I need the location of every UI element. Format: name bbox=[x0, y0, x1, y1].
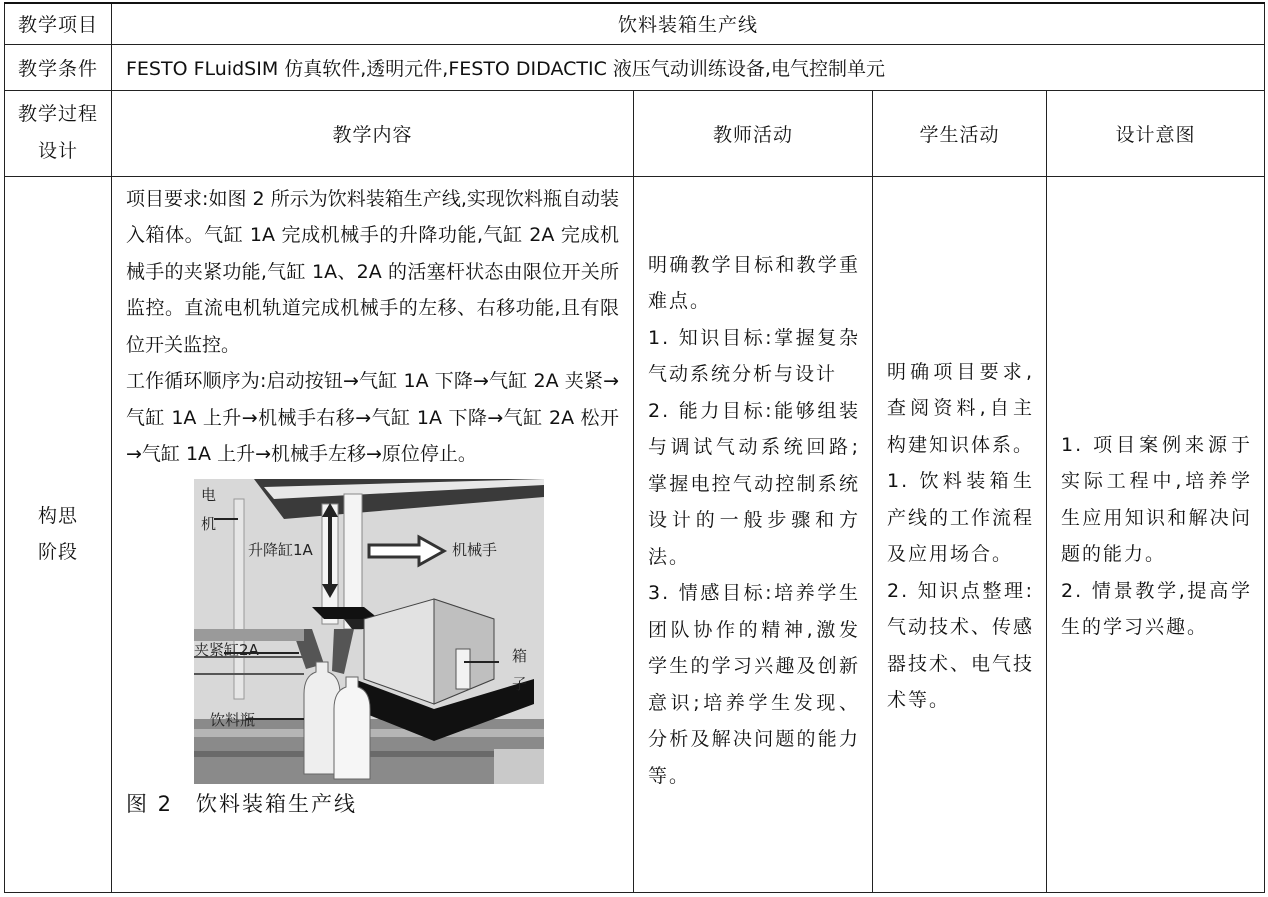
figure-label-manipulator: 机械手 bbox=[452, 540, 498, 559]
teacher-activity-text: 明确教学目标和教学重难点。 1. 知识目标:掌握复杂气动系统分析与设计 2. 能力目标:能够组装与调试气动系统回路;掌握电控气动控制系统设计的一般步骤和方法。 3. 情感目标:培养学生团队协作的精神,激发学生的学习兴趣及创新意识;培养学生发现、分析及解决问题的能力等。 bbox=[648, 253, 860, 787]
content-requirements: 项目要求:如图 2 所示为饮料装箱生产线,实现饮料瓶自动装入箱体。气缸 1A 完成机械手的升降功能,气缸 2A 完成机械手的夹紧功能,气缸 1A、2A 的活塞杆状态由限位开关所监控。直流电机轨道完成机械手的左移、右移功能,且有限位开关监控。 bbox=[126, 187, 619, 356]
figure-label-box-2: 子 bbox=[512, 674, 528, 693]
figure-label-clamp-cylinder: 夹紧缸2A bbox=[194, 640, 259, 659]
content-work-cycle: 工作循环顺序为:启动按钮→气缸 1A 下降→气缸 2A 夹紧→气缸 1A 上升→机械手右移→气缸 1A 下降→气缸 2A 松开→气缸 1A 上升→机械手左移→原位停止。 bbox=[126, 370, 619, 465]
figure-label-box-1: 箱 bbox=[512, 646, 528, 665]
design-header: 设计意图 bbox=[1047, 90, 1265, 176]
figure-label-motor-2: 机 bbox=[201, 514, 217, 533]
row-project bbox=[5, 3, 1265, 44]
conditions-label: 教学条件 bbox=[5, 44, 112, 90]
production-line-figure bbox=[194, 479, 544, 784]
project-value: 饮料装箱生产线 bbox=[112, 3, 1265, 44]
figure-label-motor-1: 电 bbox=[201, 485, 217, 504]
teacher-activity-cell bbox=[634, 176, 873, 892]
conditions-value: FESTO FLuidSIM 仿真软件,透明元件,FESTO DIDACTIC 液压气动训练设备,电气控制单元 bbox=[112, 44, 1265, 90]
project-label: 教学项目 bbox=[5, 3, 112, 44]
row-stage bbox=[5, 176, 1265, 892]
row-conditions bbox=[5, 44, 1265, 90]
stage-label bbox=[5, 176, 112, 892]
process-header bbox=[5, 90, 112, 176]
design-intent-cell bbox=[1047, 176, 1265, 892]
figure-caption: 图 2 饮料装箱生产线 bbox=[126, 791, 358, 816]
figure-label-bottle: 饮料瓶 bbox=[210, 710, 256, 729]
row-header bbox=[5, 90, 1265, 176]
student-header: 学生活动 bbox=[873, 90, 1047, 176]
figure-label-lift-cylinder: 升降缸1A bbox=[248, 540, 313, 559]
student-activity-cell bbox=[873, 176, 1047, 892]
teacher-header: 教师活动 bbox=[634, 90, 873, 176]
production-line-illustration bbox=[194, 479, 544, 784]
design-intent-text: 1. 项目案例来源于实际工程中,培养学生应用知识和解决问题的能力。 2. 情景教学,提高学生的学习兴趣。 bbox=[1061, 433, 1253, 638]
process-header-line1: 教学过程 bbox=[17, 103, 98, 125]
student-activity-text: 明确项目要求,查阅资料,自主构建知识体系。 1. 饮料装箱生产线的工作流程及应用场合。 2. 知识点整理:气动技术、传感器技术、电气技术等。 bbox=[887, 360, 1035, 711]
content-cell bbox=[112, 176, 634, 892]
stage-label-line1: 构思 bbox=[37, 505, 78, 527]
stage-label-line2: 阶段 bbox=[37, 541, 78, 563]
process-header-line2: 设计 bbox=[37, 140, 78, 162]
lesson-plan-table bbox=[4, 2, 1265, 893]
content-header: 教学内容 bbox=[112, 90, 634, 176]
